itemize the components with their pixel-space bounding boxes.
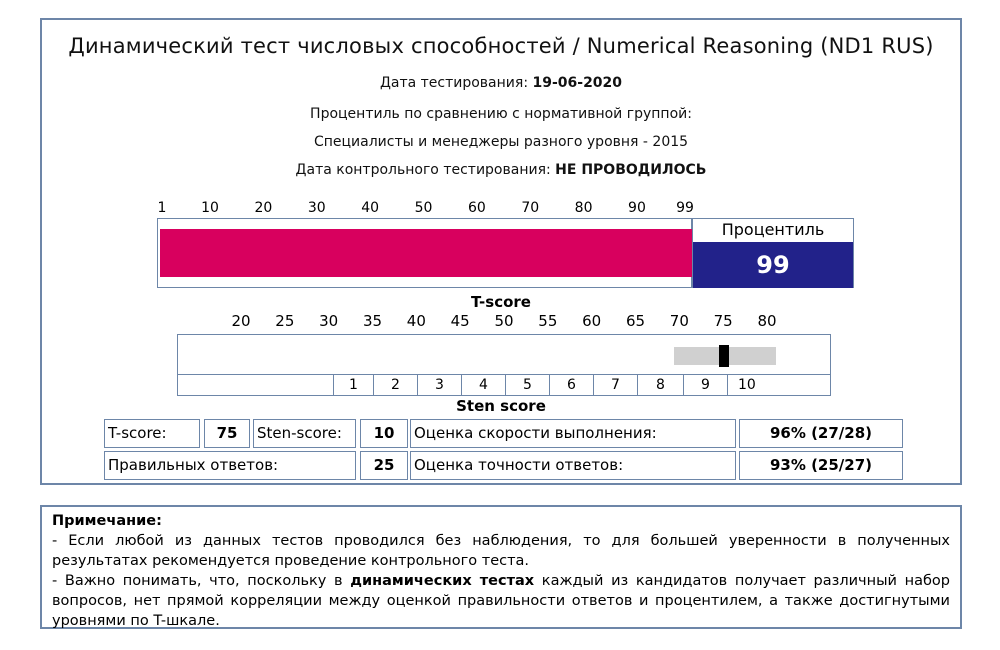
percentile-box — [692, 218, 854, 288]
control-date-line — [42, 162, 960, 178]
tscore-tick-45: 45 — [450, 312, 470, 330]
percentile-compare-text: Процентиль по сравнению с нормативной группой: — [310, 106, 692, 122]
note-line-2-end: каждый из кандидатов получает различный набор вопросов, нет прямой корреляции между оценкой правильности ответов и процентилем, а также достигнутыми уровнями по T-шкале. — [52, 573, 950, 629]
results-panel — [40, 18, 962, 485]
sten-cell-blank — [178, 375, 333, 395]
note-line-2-bold: динамических тестах — [350, 573, 535, 589]
sten-cell-9: 9 — [683, 375, 727, 395]
sten-stat-value: 10 — [360, 419, 408, 448]
note-title: Примечание: — [52, 513, 162, 529]
percentile-tick-30: 30 — [307, 200, 326, 216]
tscore-tick-30: 30 — [319, 312, 339, 330]
percentile-tick-70: 70 — [521, 200, 540, 216]
sten-scale-row — [178, 374, 830, 395]
sten-stat-label: Sten-score: — [253, 419, 356, 448]
sten-cell-4: 4 — [461, 375, 505, 395]
correct-stat-value: 25 — [360, 451, 408, 480]
tscore-tick-55: 55 — [538, 312, 558, 330]
sten-scale-title: Sten score — [456, 397, 546, 415]
accuracy-stat-value: 93% (25/27) — [739, 451, 903, 480]
percentile-tick-80: 80 — [574, 200, 593, 216]
tscore-scale-box — [177, 334, 831, 396]
percentile-tick-90: 90 — [628, 200, 646, 216]
percentile-tick-99: 99 — [676, 200, 694, 216]
note-line-2 — [52, 571, 950, 631]
percentile-tick-1: 1 — [157, 200, 167, 216]
norm-group-text: Специалисты и менеджеры разного уровня - 2015 — [313, 134, 689, 150]
sten-cell-10: 10 — [727, 375, 832, 395]
control-date-value: НЕ ПРОВОДИЛОСЬ — [555, 162, 707, 178]
percentile-tick-60: 60 — [467, 200, 486, 216]
sten-cell-8: 8 — [637, 375, 683, 395]
percentile-bar-fill — [160, 229, 692, 277]
percentile-box-label: Процентиль — [721, 220, 825, 239]
tscore-tick-75: 75 — [713, 312, 733, 330]
tscore-stat-label: T-score: — [104, 419, 200, 448]
tscore-tick-80: 80 — [757, 312, 777, 330]
tscore-tick-25: 25 — [275, 312, 295, 330]
tscore-tick-20: 20 — [231, 312, 251, 330]
tscore-tick-35: 35 — [362, 312, 383, 330]
report-title: Динамический тест числовых способностей / Numerical Reasoning (ND1 RUS) — [68, 34, 934, 58]
speed-stat-label: Оценка скорости выполнения: — [410, 419, 736, 448]
percentile-box-value: 99 — [693, 242, 853, 288]
tscore-tick-65: 65 — [625, 312, 646, 330]
sten-cell-7: 7 — [593, 375, 637, 395]
test-date-label: Дата тестирования: — [379, 75, 529, 91]
sten-cell-3: 3 — [417, 375, 461, 395]
tscore-stat-value: 75 — [204, 419, 250, 448]
percentile-tick-40: 40 — [361, 200, 380, 216]
note-line-2-start: - Важно понимать, что, поскольку в — [52, 573, 351, 589]
percentile-bar — [157, 218, 692, 288]
correct-stat-label: Правильных ответов: — [104, 451, 356, 480]
sten-cell-1: 1 — [333, 375, 373, 395]
percentile-tick-10: 10 — [201, 200, 219, 216]
accuracy-stat-label: Оценка точности ответов: — [410, 451, 736, 480]
tscore-marker — [719, 345, 729, 367]
note-line-1: - Если любой из данных тестов проводился без наблюдения, то для большей уверенности в полученных результатах рекомендуется проведение контрольного теста. — [52, 533, 950, 569]
tscore-tick-70: 70 — [669, 312, 689, 330]
percentile-tick-50: 50 — [414, 200, 433, 216]
test-date-value: 19-06-2020 — [532, 75, 623, 91]
speed-stat-value: 96% (27/28) — [739, 419, 903, 448]
control-date-label: Дата контрольного тестирования: — [295, 162, 551, 178]
tscore-tick-50: 50 — [494, 312, 514, 330]
tscore-tick-40: 40 — [406, 312, 426, 330]
sten-cell-6: 6 — [549, 375, 593, 395]
sten-cell-2: 2 — [373, 375, 417, 395]
sten-cell-5: 5 — [505, 375, 549, 395]
percentile-tick-20: 20 — [254, 200, 273, 216]
note-panel — [40, 505, 962, 629]
test-date-line — [42, 75, 960, 91]
tscore-tick-60: 60 — [582, 312, 602, 330]
tscore-scale-title: T-score — [471, 293, 531, 311]
